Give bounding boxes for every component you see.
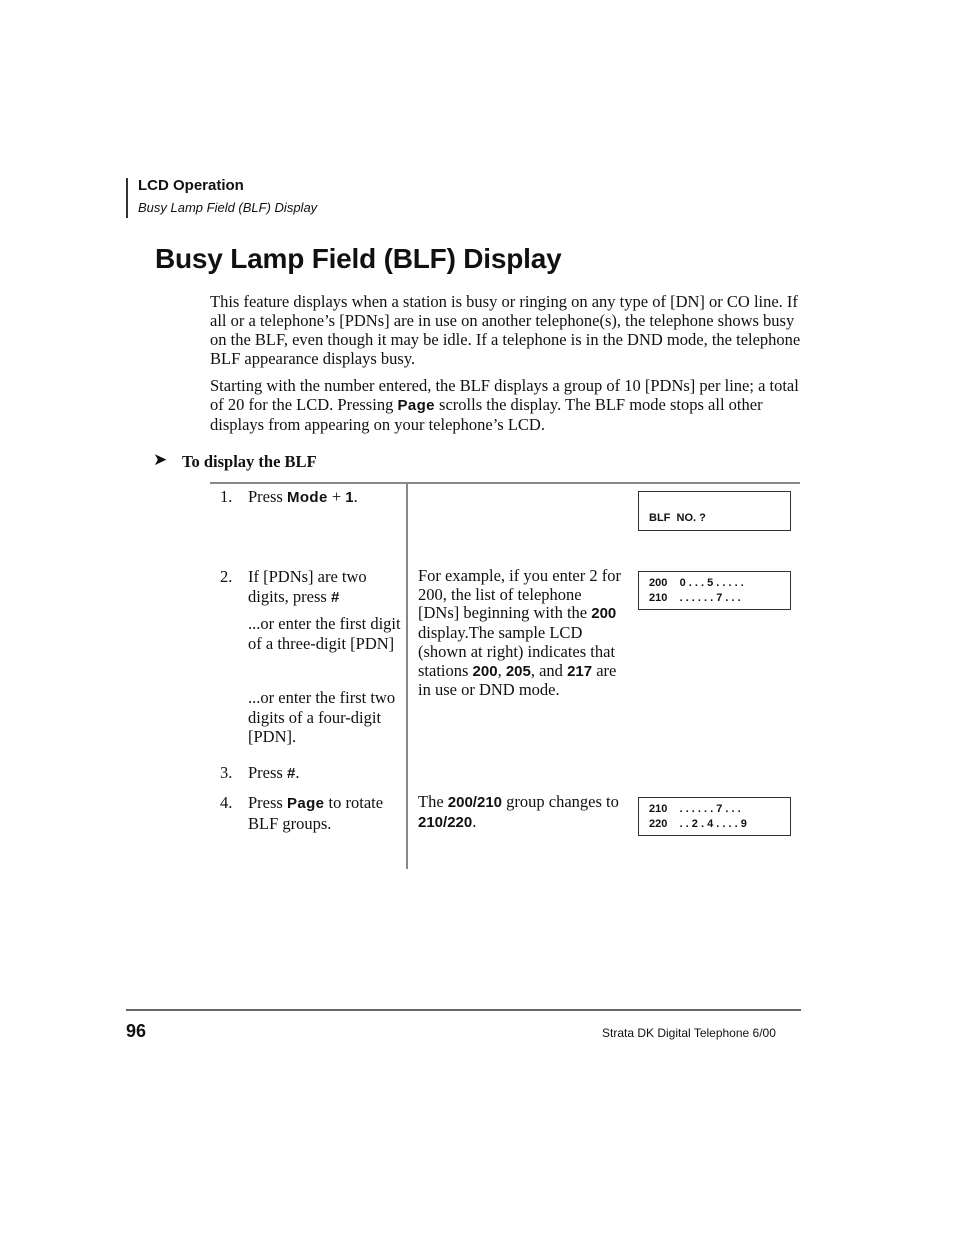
- lcd-line: 210 . . . . . . 7 . . .: [649, 592, 741, 604]
- mode-key: Mode: [286, 489, 328, 506]
- intro-p2-text: scrolls the display. The BLF mode stops all other displays from appearing on your telephone’s LCD.: [210, 395, 763, 434]
- step-number: 2.: [220, 567, 233, 586]
- lcd-line: 210 . . . . . . 7 . . .: [649, 803, 741, 815]
- step-text: +: [327, 487, 346, 506]
- group-number: 210/220: [418, 813, 473, 831]
- desc-text: The: [418, 792, 448, 811]
- header-rule: [126, 178, 128, 218]
- desc-text: , and: [530, 660, 568, 680]
- station-number: 217: [567, 662, 593, 680]
- step-text: to rotate BLF groups.: [248, 793, 384, 833]
- procedure-title: To display the BLF: [182, 452, 317, 471]
- header-section: LCD Operation: [138, 177, 244, 194]
- page-number: 96: [126, 1021, 147, 1041]
- desc-text: .: [472, 811, 477, 831]
- step-text: .: [353, 487, 358, 506]
- intro-p2-text: Starting with the number entered, the BLF displays a group of 10 [PDNs] per line; a total of 20 for the LCD. Pressing: [210, 376, 799, 414]
- desc-text: ,: [497, 660, 506, 680]
- table-top-rule: [210, 482, 800, 484]
- footer-rule: [126, 1009, 801, 1011]
- page-key: Page: [397, 397, 435, 414]
- lcd-line: BLF NO. ?: [649, 512, 706, 524]
- step-4-text: [248, 793, 404, 833]
- step-number: 1.: [220, 487, 233, 506]
- intro-paragraph-2: [210, 376, 802, 434]
- step-2-alt-1: ...or enter the first digit of a three-digit [PDN]: [248, 614, 401, 653]
- intro-paragraph-1: This feature displays when a station is busy or ringing on any type of [DN] or CO line. If all or a telephone’s [PDNs] are in use on another telephone(s), the telephone shows busy on the BLF, even though it may be idle. If a telephone is in the DND mode, the telephone BLF appearance displays busy.: [210, 292, 801, 368]
- step-text: Press: [248, 763, 287, 782]
- step-number: 4.: [220, 793, 233, 812]
- step-4-description: [418, 793, 626, 832]
- pound-key: #: [286, 765, 296, 782]
- lcd-line: 200 0 . . . 5 . . . . .: [649, 577, 744, 589]
- station-number: 205: [505, 662, 531, 680]
- group-number: 200/210: [447, 794, 503, 811]
- lcd-display-step-1: [638, 491, 791, 531]
- one-key: 1: [345, 489, 354, 506]
- procedure-arrow-icon: ➤: [153, 450, 168, 469]
- page-title: Busy Lamp Field (BLF) Display: [155, 243, 562, 274]
- station-number: 200: [472, 662, 498, 680]
- step-text: If [PDNs] are two digits, press: [248, 567, 367, 606]
- column-divider: [406, 483, 408, 869]
- step-2-alt-2: ...or enter the first two digits of a four-digit [PDN].: [248, 688, 396, 746]
- lcd-display-step-4: [638, 797, 791, 836]
- step-3-text: [248, 763, 404, 784]
- step-number: 3.: [220, 763, 233, 782]
- step-text: .: [295, 763, 300, 782]
- desc-text: group changes to: [502, 792, 619, 811]
- desc-text: are in use or DND mode.: [418, 660, 617, 700]
- footer-publication: Strata DK Digital Telephone 6/00: [602, 1026, 776, 1040]
- lcd-line: 220 . . 2 . 4 . . . . 9: [649, 818, 747, 830]
- page-key: Page: [286, 795, 325, 812]
- step-text: Press: [248, 487, 287, 506]
- step-text: Press: [248, 793, 287, 812]
- station-number: 200: [591, 605, 617, 623]
- step-1-text: [248, 487, 404, 508]
- header-subsection: Busy Lamp Field (BLF) Display: [138, 200, 318, 215]
- desc-text: For example, if you enter 2 for 200, the list of telephone [DNs] beginning with the: [418, 566, 621, 623]
- step-2-text: [248, 567, 404, 607]
- pound-key: #: [330, 588, 340, 606]
- lcd-display-step-2: [638, 571, 791, 610]
- desc-text: display.The sample LCD (shown at right) indicates that stations: [418, 623, 616, 680]
- step-2-description: [418, 567, 626, 700]
